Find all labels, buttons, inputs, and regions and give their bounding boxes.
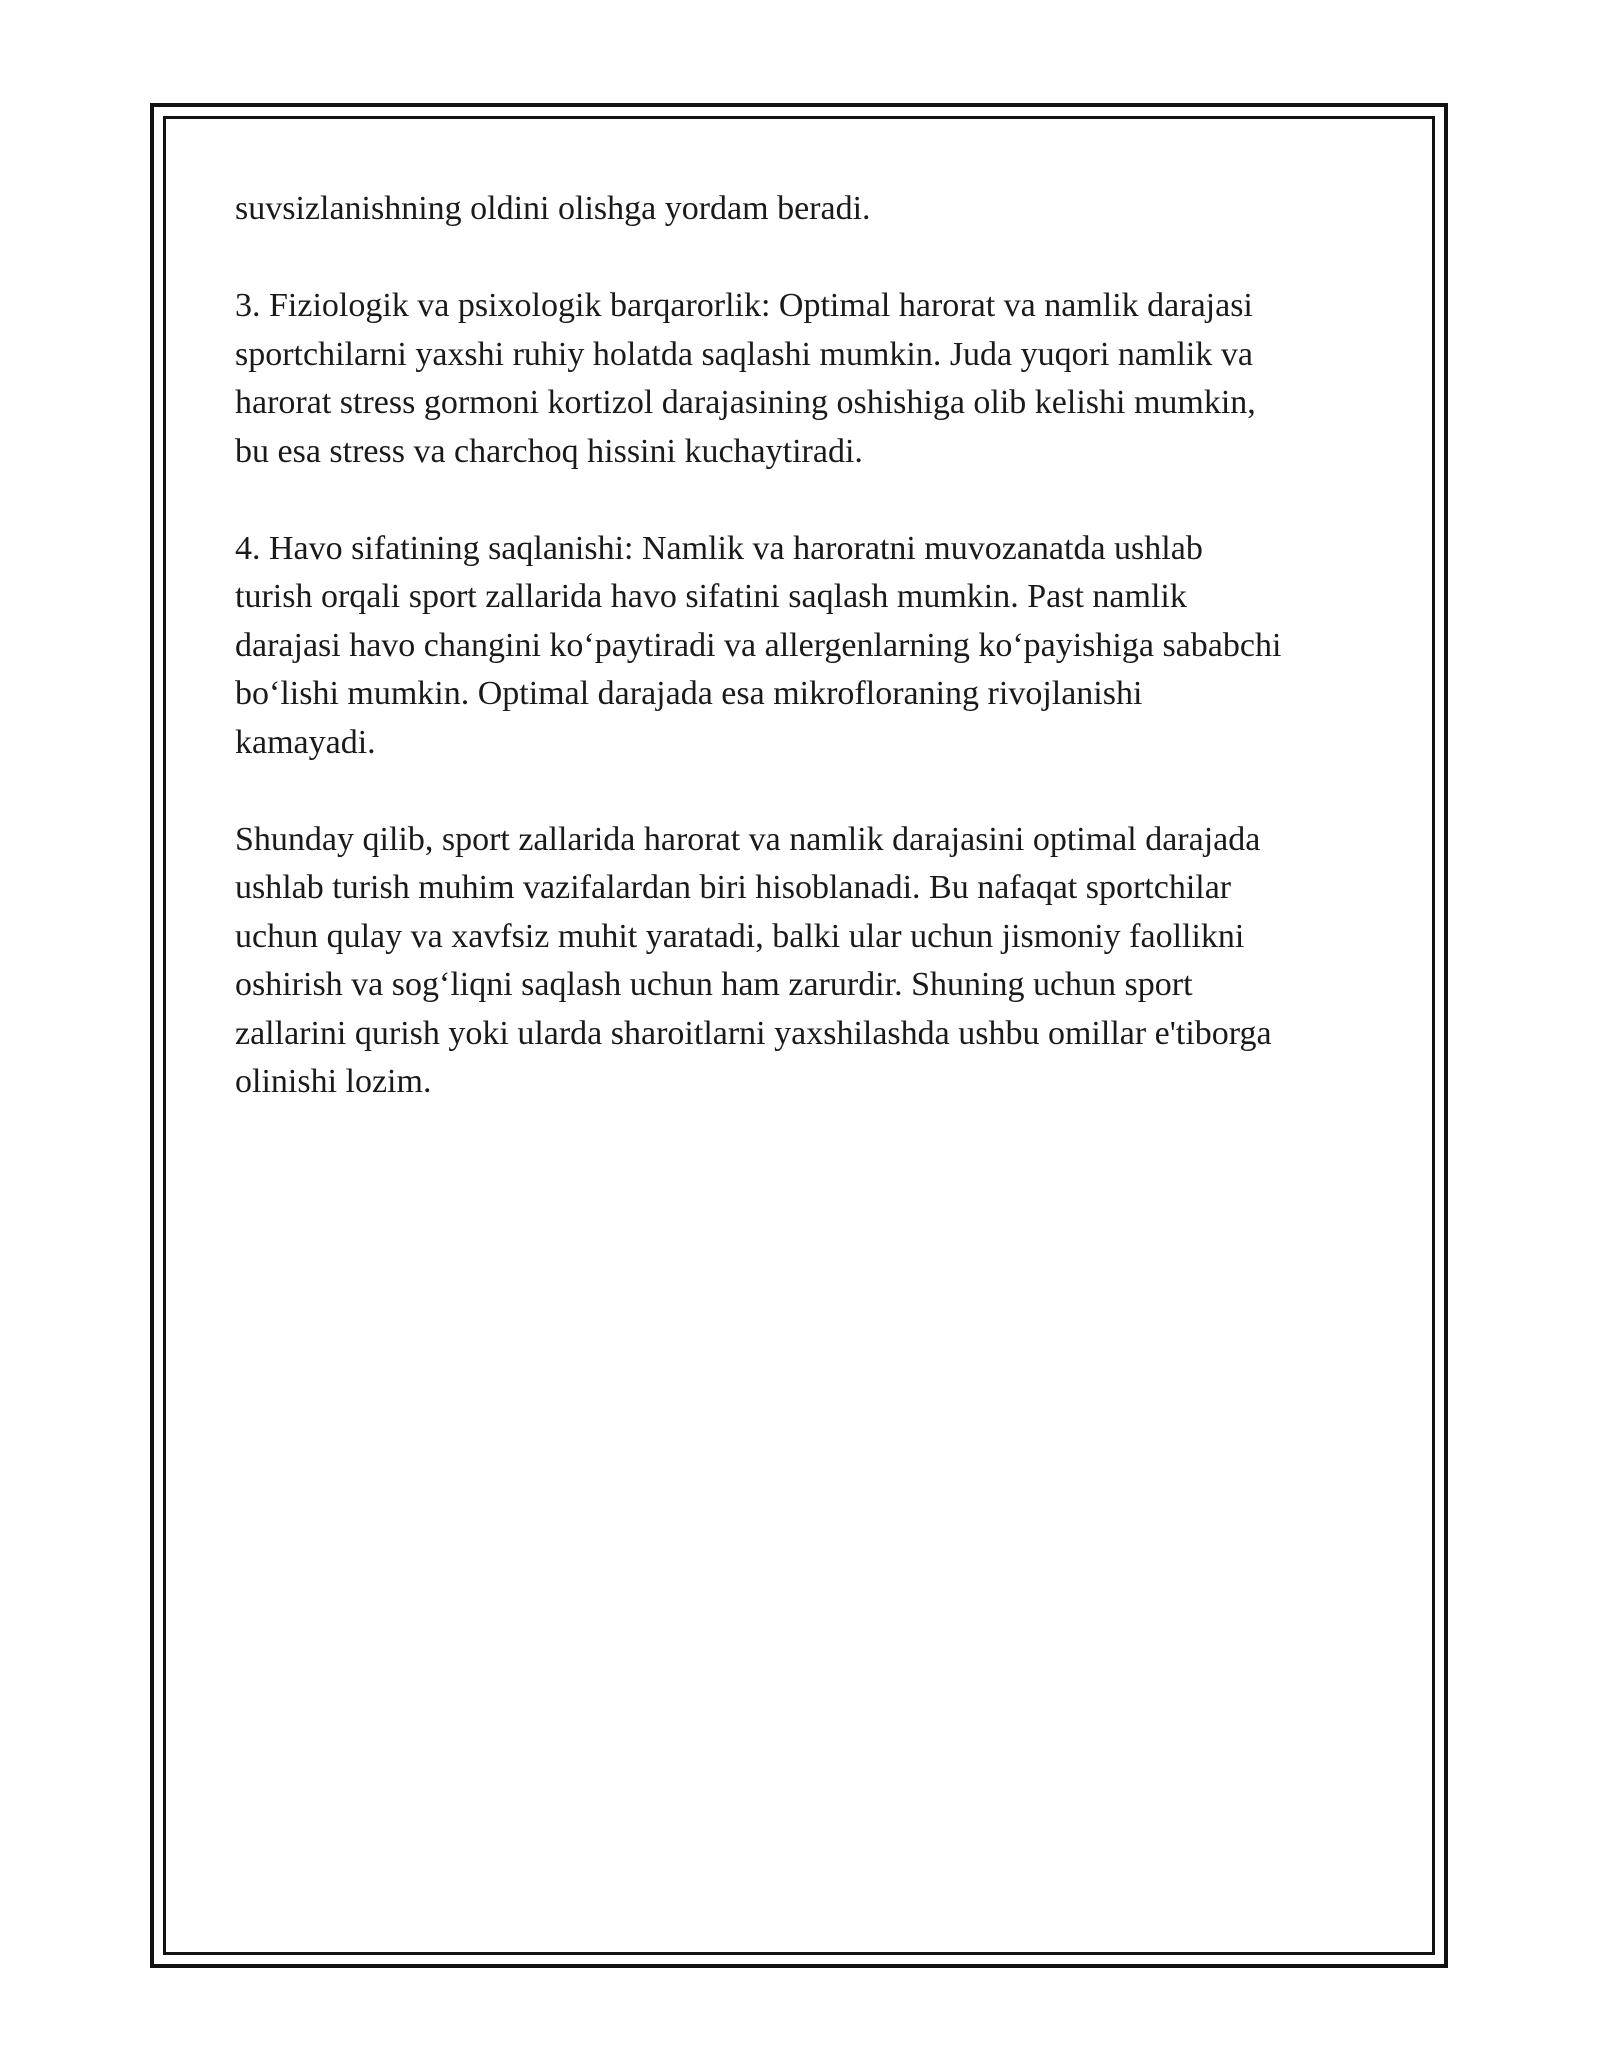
paragraph-physiological-stability: 3. Fiziologik va psixologik barqarorlik: Optimal harorat va namlik darajasi sportchilarni yaxshi ruhiy holatda saqlashi mumkin. Juda yuqori namlik va harorat stress gormoni kortizol darajasining oshishiga olib kelishi mumkin, bu esa stress va charchoq hissini kuchaytiradi.	[235, 287, 1256, 470]
paragraph-conclusion: Shunday qilib, sport zallarida harorat va namlik darajasini optimal darajada ushlab turish muhim vazifalardan biri hisoblanadi. Bu nafaqat sportchilar uchun qulay va xavfsiz muhit yaratadi, balki ular uchun jismoniy faollikni oshirish va sog‘liqni saqlash uchun ham zarurdir. Shuning uchun sport zallarini qurish yoki ularda sharoitlarni yaxshilashda ushbu omillar e'tiborga olinishi lozim.	[235, 820, 1272, 1100]
document-body	[235, 185, 1375, 1155]
paragraph-continuation: suvsizlanishning oldini olishga yordam beradi.	[235, 190, 871, 227]
paragraph-air-quality: 4. Havo sifatining saqlanishi: Namlik va haroratni muvozanatda ushlab turish orqali sport zallarida havo sifatini saqlash mumkin. Past namlik darajasi havo changini ko‘paytiradi va allergenlarning ko‘payishiga sababchi bo‘lishi mumkin. Optimal darajada esa mikrofloraning rivojlanishi kamayadi.	[235, 529, 1282, 761]
